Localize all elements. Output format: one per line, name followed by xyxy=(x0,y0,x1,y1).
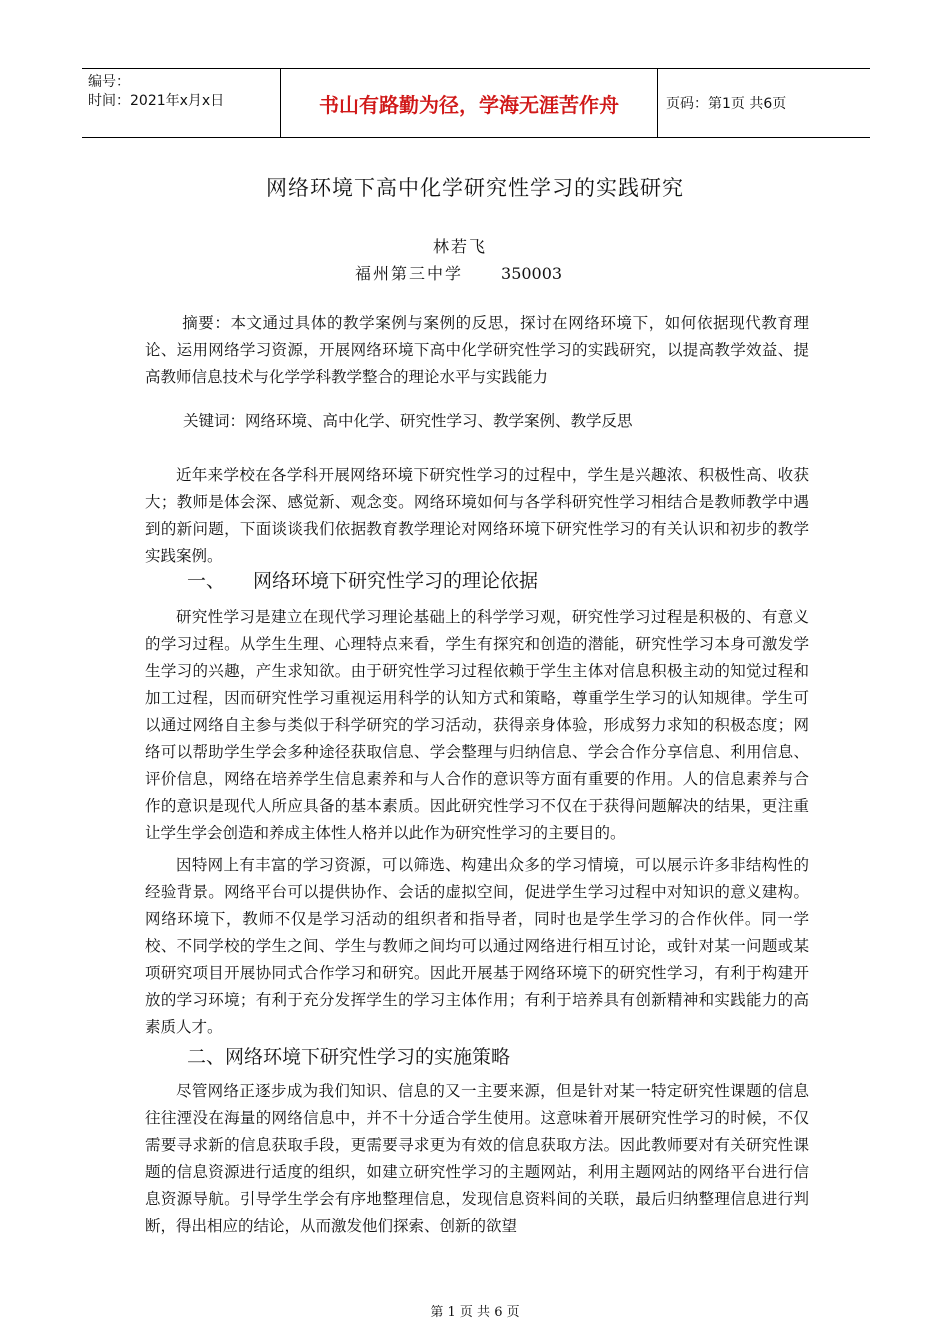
page-footer: 第 1 页 共 6 页 xyxy=(430,1305,520,1320)
school-line xyxy=(355,261,562,284)
header-page-info: 页码：第1页 共6页 xyxy=(666,96,787,112)
section-number: 一、 xyxy=(187,570,226,592)
section-title: 网络环境下研究性学习的理论依据 xyxy=(253,570,539,592)
section-heading-2: 二、网络环境下研究性学习的实施策略 xyxy=(187,1046,511,1068)
abstract: 摘要：本文通过具体的教学案例与案例的反思，探讨在网络环境下，如何依据现代教育理论、运用网络学习资源，开展网络环境下高中化学研究性学习的实践研究，以提高教学效益、提高教师信息技术与化学学科教学整合的理论水平与实践能力 xyxy=(145,314,809,386)
header-meta xyxy=(82,69,280,137)
header-motto: 书山有路勤为径，学海无涯苦作舟 xyxy=(280,69,658,137)
school-name: 福州第三中学 xyxy=(355,264,464,283)
author-name: 林若飞 xyxy=(432,237,487,256)
paragraph: 因特网上有丰富的学习资源，可以筛选、构建出众多的学习情境，可以展示许多非结构性的经验背景。网络平台可以提供协作、会话的虚拟空间，促进学生学习过程中对知识的意义建构。网络环境下，教师不仅是学习活动的组织者和指导者，同时也是学生学习的合作伙伴。同一学校、不同学校的学生之间、学生与教师之间均可以通过网络进行相互讨论，或针对某一问题或某项研究项目开展协同式合作学习和研究。因此开展基于网络环境下的研究性学习，有利于构建开放的学习环境；有利于充分发挥学生的学习主体作用；有利于培养具有创新精神和实践能力的高素质人才。 xyxy=(145,856,809,1036)
document-header xyxy=(82,68,870,138)
section-heading-1 xyxy=(187,566,538,593)
number-label: 编号： xyxy=(88,74,130,90)
time-label: 时间：2021年x月x日 xyxy=(88,93,225,109)
zip-code: 350003 xyxy=(501,264,563,283)
paragraph: 研究性学习是建立在现代学习理论基础上的科学学习观，研究性学习过程是积极的、有意义的学习过程。从学生生理、心理特点来看，学生有探究和创造的潜能，研究性学习本身可激发学生学习的兴趣，产生求知欲。由于研究性学习过程依赖于学生主体对信息积极主动的知觉过程和加工过程，因而研究性学习重视运用科学的认知方式和策略，尊重学生学习的认知规律。学生可以通过网络自主参与类似于科学研究的学习活动，获得亲身体验，形成努力求知的积极态度；网络可以帮助学生学会多种途径获取信息、学会整理与归纳信息、学会合作分享信息、利用信息、评价信息，网络在培养学生信息素养和与人合作的意识等方面有重要的作用。人的信息素养与合作的意识是现代人所应具备的基本素质。因此研究性学习不仅在于获得问题解决的结果，更注重让学生学会创造和养成主体性人格并以此作为研究性学习的主要目的。 xyxy=(145,608,809,842)
intro-paragraph: 近年来学校在各学科开展网络环境下研究性学习的过程中，学生是兴趣浓、积极性高、收获大；教师是体会深、感觉新、观念变。网络环境如何与各学科研究性学习相结合是教师教学中遇到的新问题，下面谈谈我们依据教育教学理论对网络环境下研究性学习的有关认识和初步的教学实践案例。 xyxy=(145,466,809,565)
paragraph: 尽管网络正逐步成为我们知识、信息的又一主要来源，但是针对某一特定研究性课题的信息往往湮没在海量的网络信息中，并不十分适合学生使用。这意味着开展研究性学习的时候，不仅需要寻求新的信息获取手段，更需要寻求更为有效的信息获取方法。因此教师要对有关研究性课题的信息资源进行适度的组织，如建立研究性学习的主题网站，利用主题网站的网络平台进行信息资源导航。引导学生学会有序地整理信息，发现信息资料间的关联，最后归纳整理信息进行判断，得出相应的结论，从而激发他们探索、创新的欲望 xyxy=(145,1082,809,1235)
article-title: 网络环境下高中化学研究性学习的实践研究 xyxy=(266,176,684,200)
keywords: 关键词：网络环境、高中化学、研究性学习、教学案例、教学反思 xyxy=(183,412,633,430)
